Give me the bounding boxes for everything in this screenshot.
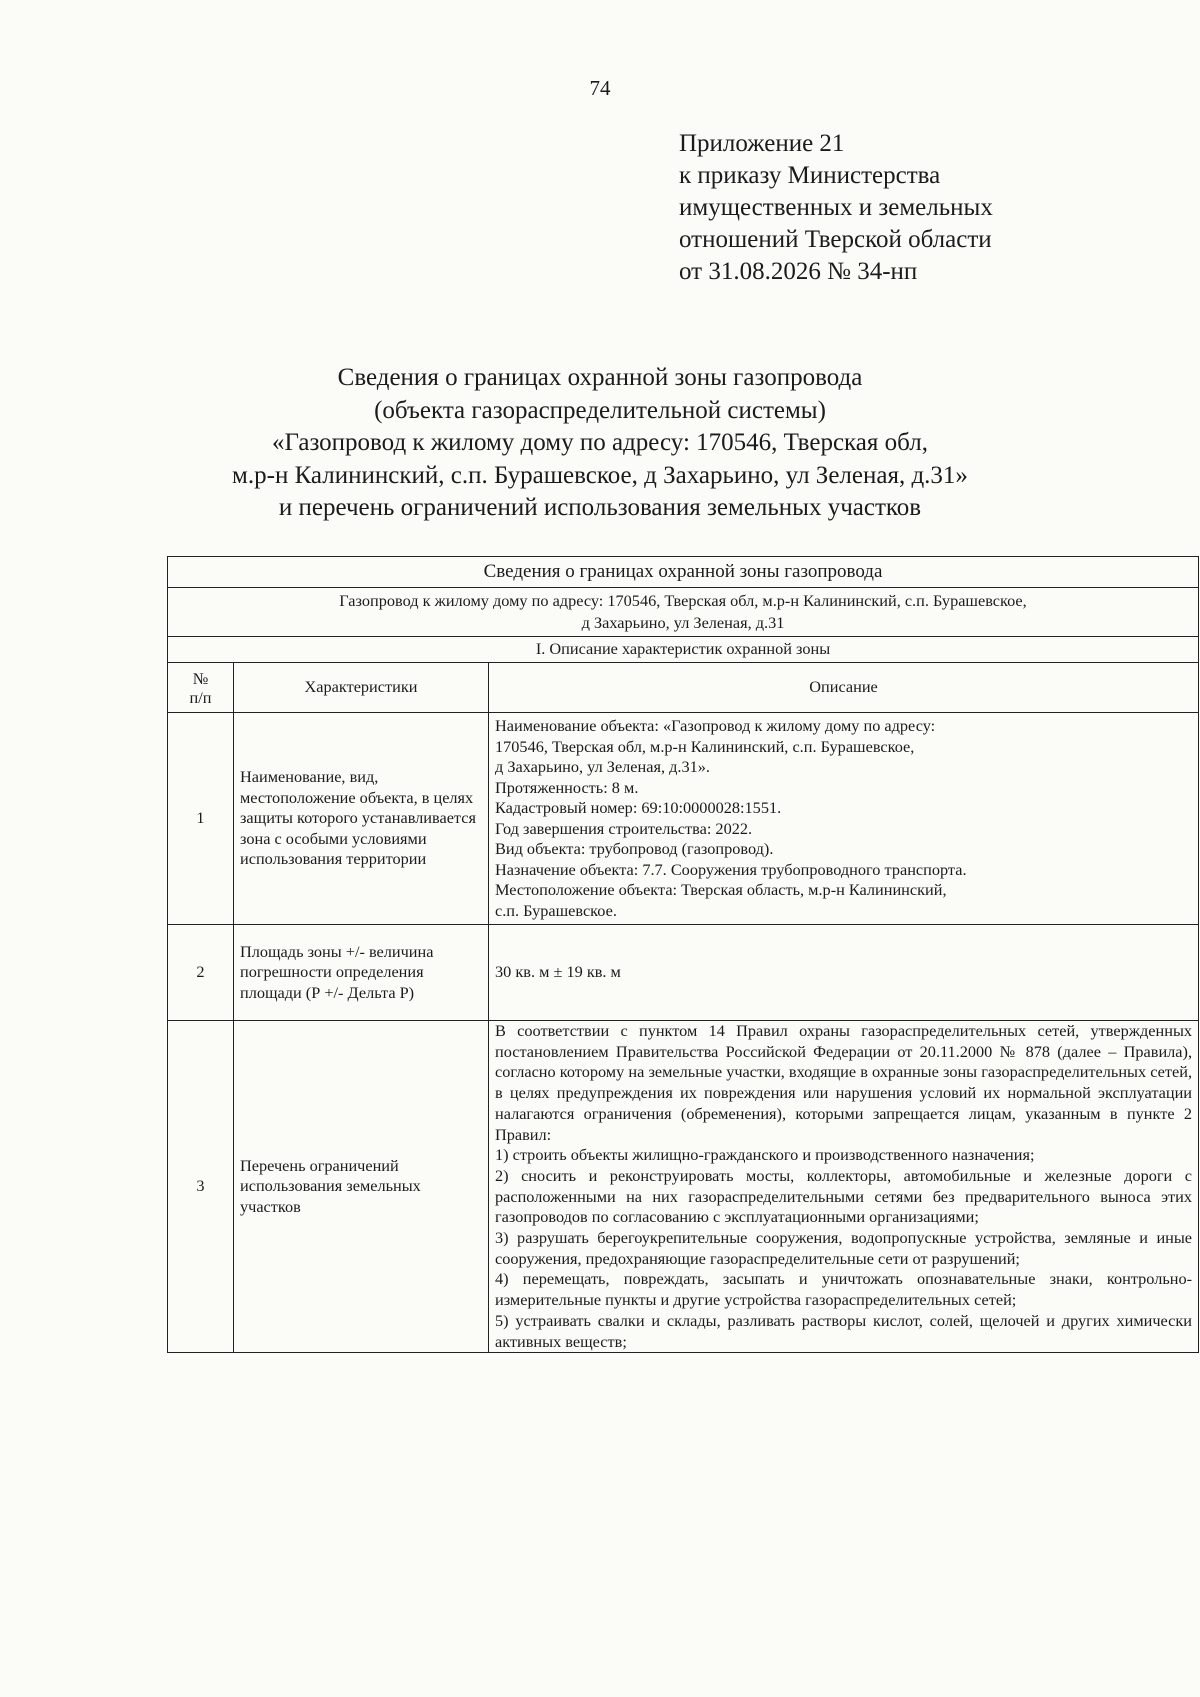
row-number: 2 bbox=[168, 925, 234, 1021]
column-header-number bbox=[168, 663, 234, 713]
section-heading: I. Описание характеристик охранной зоны bbox=[168, 637, 1199, 663]
title-line: «Газопровод к жилому дому по адресу: 170546, Тверская обл, bbox=[272, 429, 928, 456]
restriction-paragraph: В соответствии с пунктом 14 Правил охраны газораспределительных сетей, утвержденных постановлением Правительства Российской Федерации от 20.11.2000 № 878 (далее – Правила), согласно которому на земельные участки, входящие в охранные зоны газораспределительных сетей, в целях предупреждения их повреждения или нарушения условий их нормальной эксплуатации налагаются ограничения (обременения), которыми запрещается лицам, указанным в пункте 2 Правил: bbox=[495, 1021, 1193, 1144]
description-line: Назначение объекта: 7.7. Сооружения трубопроводного транспорта. bbox=[495, 859, 967, 879]
appendix-line: Приложение 21 bbox=[679, 130, 845, 157]
table-row bbox=[168, 925, 1199, 1021]
table-row bbox=[168, 1021, 1199, 1353]
row-description: 30 кв. м ± 19 кв. м bbox=[489, 925, 1199, 1021]
row-description bbox=[489, 1021, 1199, 1353]
title-line: Сведения о границах охранной зоны газопровода bbox=[337, 364, 863, 391]
description-line: Протяженность: 8 м. bbox=[495, 777, 639, 797]
restriction-item: 4) перемещать, повреждать, засыпать и уничтожать опознавательные знаки, контрольно-измерительные пункты и другие устройства газораспределительных сетей; bbox=[495, 1269, 1193, 1310]
column-header-number-line: п/п bbox=[189, 687, 212, 707]
restriction-item: 3) разрушать берегоукрепительные сооружения, водопропускные устройства, земляные и иные сооружения, предохраняющие газораспределительные сети от разрушений; bbox=[495, 1228, 1193, 1268]
row-number: 1 bbox=[168, 713, 234, 925]
object-name-line: д Захарьино, ул Зеленая, д.31 bbox=[581, 613, 785, 632]
appendix-block bbox=[679, 128, 993, 288]
description-line: 170546, Тверская обл, м.р-н Калининский, с.п. Бурашевское, bbox=[495, 736, 915, 756]
description-line: Местоположение объекта: Тверская область, м.р-н Калининский, bbox=[495, 880, 947, 899]
description-line: Наименование объекта: «Газопровод к жилому дому по адресу: bbox=[495, 716, 936, 735]
column-header-characteristics: Характеристики bbox=[234, 663, 489, 713]
document-title bbox=[120, 362, 1080, 525]
restriction-item: 1) строить объекты жилищно-гражданского и производственного назначения; bbox=[495, 1145, 1035, 1165]
description-line: Вид объекта: трубопровод (газопровод). bbox=[495, 839, 774, 858]
row-description bbox=[489, 713, 1199, 925]
appendix-line: к приказу Министерства bbox=[679, 162, 941, 189]
appendix-line: отношений Тверской области bbox=[679, 226, 992, 253]
row-characteristic: Наименование, вид, местоположение объекта, в целях защиты которого устанавливается зона с особыми условиями использования территории bbox=[234, 713, 489, 925]
title-line: м.р-н Калининский, с.п. Бурашевское, д Захарьино, ул Зеленая, д.31» bbox=[232, 461, 968, 489]
title-line: и перечень ограничений использования земельных участков bbox=[278, 494, 922, 521]
description-line: с.п. Бурашевское. bbox=[495, 900, 617, 920]
description-line: Год завершения строительства: 2022. bbox=[495, 818, 753, 838]
zone-info-table bbox=[167, 556, 1199, 1353]
restriction-item: 2) сносить и реконструировать мосты, коллекторы, автомобильные и железные дороги с расположенными на них газораспределительными сетями без предварительного выноса этих газопроводов по согласованию с эксплуатационными организациями; bbox=[495, 1165, 1193, 1227]
description-line: д Захарьино, ул Зеленая, д.31». bbox=[495, 757, 710, 776]
column-header-number-line: № bbox=[192, 668, 209, 688]
table-header: Сведения о границах охранной зоны газопровода bbox=[168, 557, 1199, 588]
column-header-row bbox=[168, 663, 1199, 713]
row-number: 3 bbox=[168, 1021, 234, 1353]
appendix-line: от 31.08.2026 № 34-нп bbox=[679, 258, 918, 285]
column-header-description: Описание bbox=[489, 663, 1199, 713]
page-number: 74 bbox=[589, 76, 611, 100]
object-name-line: Газопровод к жилому дому по адресу: 170546, Тверская обл, м.р-н Калининский, с.п. Бурашевское, bbox=[339, 591, 1027, 610]
title-line: (объекта газораспределительной системы) bbox=[374, 396, 826, 424]
row-characteristic: Перечень ограничений использования земельных участков bbox=[234, 1021, 489, 1353]
table-object-name bbox=[168, 588, 1199, 637]
table-row bbox=[168, 713, 1199, 925]
restriction-item: 5) устраивать свалки и склады, разливать растворы кислот, солей, щелочей и других химически активных веществ; bbox=[495, 1310, 1193, 1351]
description-line: Кадастровый номер: 69:10:0000028:1551. bbox=[495, 798, 782, 817]
appendix-line: имущественных и земельных bbox=[679, 194, 993, 221]
row-characteristic: Площадь зоны +/- величина погрешности определения площади (Р +/- Дельта Р) bbox=[234, 925, 489, 1021]
